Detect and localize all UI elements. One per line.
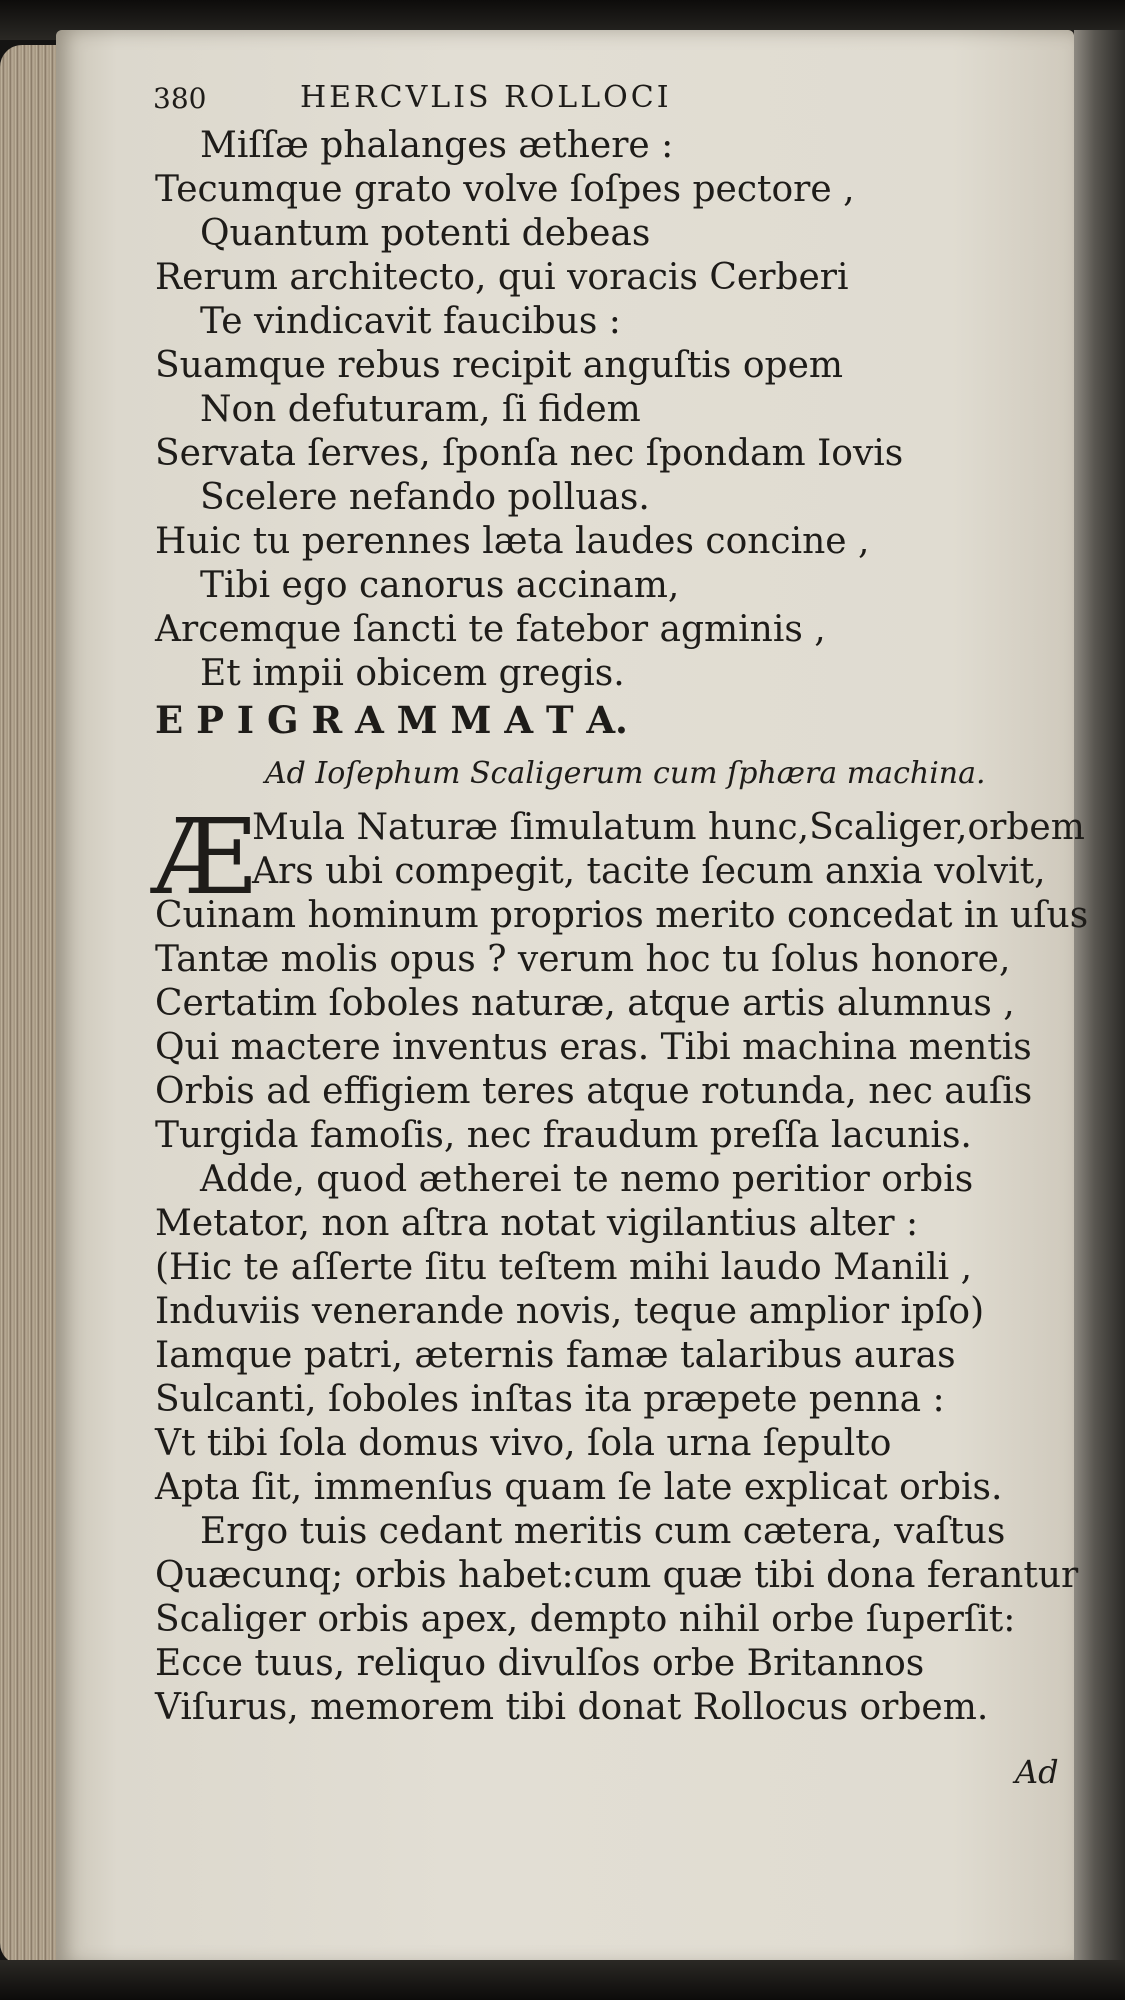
binding-gutter	[1074, 30, 1125, 1965]
epigram-title: Ad Ioſephum Scaligerum cum ſphæra machina.	[265, 756, 986, 791]
epigram-line: Certatim ſoboles naturæ, atque artis alumnus ,	[155, 983, 1015, 1024]
epigram-line: Induviis venerande novis, teque amplior ipſo)	[155, 1291, 985, 1332]
epigram-line: Sulcanti, ſoboles inſtas ita præpete penna :	[155, 1379, 945, 1420]
poem-line: Arcemque ſancti te fatebor agminis ,	[155, 609, 826, 650]
epigram-line: Apta ſit, immenſus quam ſe late explicat orbis.	[155, 1467, 1003, 1508]
epigram-line: Iamque patri, æternis famæ talaribus auras	[155, 1335, 956, 1376]
page-number: 380	[153, 82, 207, 115]
poem-line: Tibi ego canorus accinam,	[200, 565, 680, 606]
epigram-line: Ecce tuus, reliquo divulſos orbe Britannos	[155, 1643, 925, 1684]
poem-line: Suamque rebus recipit anguſtis opem	[155, 345, 844, 386]
poem-line: Te vindicavit faucibus :	[200, 301, 621, 342]
epigram-line: Viſurus, memorem tibi donat Rollocus orbem.	[155, 1687, 989, 1728]
epigram-line: Mula Naturæ ſimulatum hunc,Scaliger,orbem	[252, 807, 1085, 848]
epigram-line: Vt tibi ſola domus vivo, ſola urna ſepulto	[155, 1423, 892, 1464]
epigram-line: (Hic te aſſerte ſitu teſtem mihi laudo Manili ,	[155, 1247, 973, 1288]
epigram-line: Cuinam hominum proprios merito concedat in uſus	[155, 895, 1089, 936]
poem-line: Miſſæ phalanges æthere :	[200, 125, 674, 166]
poem-line: Tecumque grato volve ſoſpes pectore ,	[155, 169, 855, 210]
epigram-line: Quæcunq; orbis habet:cum quæ tibi dona ferantur	[155, 1555, 1079, 1596]
epigram-line: Scaliger orbis apex, dempto nihil orbe ſuperſit:	[155, 1599, 1016, 1640]
poem-line: Non defuturam, ſi fidem	[200, 389, 641, 430]
epigram-line: Turgida famoſis, nec fraudum preſſa lacunis.	[155, 1115, 972, 1156]
poem-line: Scelere nefando polluas.	[200, 477, 650, 518]
epigram-line: Metator, non aſtra notat vigilantius alter :	[155, 1203, 919, 1244]
poem-line: Huic tu perennes læta laudes concine ,	[155, 521, 870, 562]
epigram-line: Orbis ad effigiem teres atque rotunda, nec auſis	[155, 1071, 1033, 1112]
epigram-line: Ergo tuis cedant meritis cum cætera, vaſtus	[200, 1511, 1006, 1552]
scan-background-bottom	[0, 1960, 1125, 2000]
poem-line: Quantum potenti debeas	[200, 213, 651, 254]
poem-line: Et impii obicem gregis.	[200, 653, 625, 694]
epigram-line: Adde, quod ætherei te nemo peritior orbis	[200, 1159, 974, 1200]
poem-line: Servata ſerves, ſponſa nec ſpondam Iovis	[155, 433, 904, 474]
epigram-line: Qui mactere inventus eras. Tibi machina mentis	[155, 1027, 1032, 1068]
poem-line: Rerum architecto, qui voracis Cerberi	[155, 257, 849, 298]
epigram-line: Tantæ molis opus ? verum hoc tu ſolus honore,	[155, 939, 1011, 980]
epigram-line: Ars ubi compegit, tacite ſecum anxia volvit,	[252, 851, 1046, 892]
running-title: HERCVLIS ROLLOCI	[300, 80, 672, 115]
catchword: Ad	[1015, 1753, 1059, 1791]
drop-cap: Æ	[152, 796, 257, 918]
section-heading: E P I G R A M M A T A.	[155, 698, 628, 742]
